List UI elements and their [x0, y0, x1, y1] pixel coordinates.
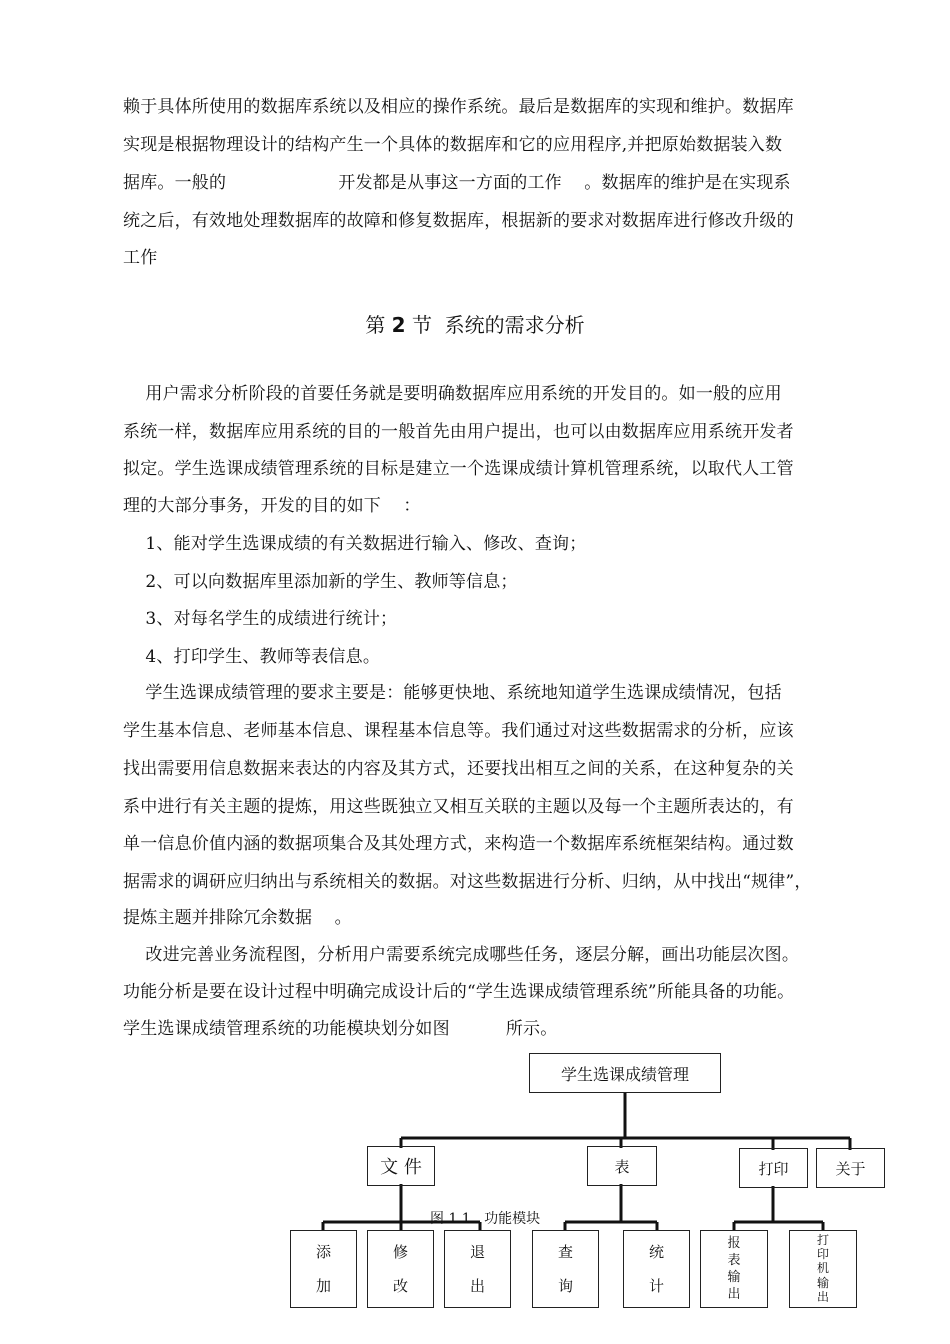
leaf-char: 报 — [727, 1235, 741, 1251]
paragraph-line: 统之后，有效地处理数据库的故障和修复数据库，根据新的要求对数据库进行修改升级的 — [123, 211, 794, 231]
paragraph-line: 学生选课成绩管理的要求主要是：能够更快地、系统地知道学生选课成绩情况，包括 — [123, 683, 782, 703]
paragraph-line: 提炼主题并排除冗余数据 。 — [123, 908, 352, 928]
list-item: 3、对每名学生的成绩进行统计； — [123, 609, 398, 629]
heading-prefix: 第 — [365, 313, 386, 337]
paragraph-line: 据需求的调研应归纳出与系统相关的数据。对这些数据进行分析、归纳，从中找出“规律”， — [123, 872, 812, 892]
paragraph-line: 改进完善业务流程图，分析用户需要系统完成哪些任务，逐层分解，画出功能层次图。 — [123, 945, 800, 965]
paragraph-line: 功能分析是要在设计过程中明确完成设计后的“学生选课成绩管理系统”所能具备的功能。 — [123, 982, 795, 1002]
leaf-char: 机 — [816, 1261, 829, 1276]
list-item: 2、可以向数据库里添加新的学生、教师等信息； — [123, 572, 518, 592]
paragraph-line: 理的大部分事务，开发的目的如下 ： — [123, 496, 421, 516]
leaf-char: 改 — [392, 1277, 408, 1295]
leaf-char: 出 — [816, 1290, 829, 1305]
leaf-char: 修 — [392, 1243, 408, 1261]
diagram-node-file: 文 件 — [367, 1146, 435, 1186]
leaf-char: 出 — [469, 1277, 485, 1295]
paragraph-line: 学生选课成绩管理系统的功能模块划分如图 所示。 — [123, 1019, 558, 1039]
paragraph-line: 据库。一般的 开发都是从事这一方面的工作 。数据库的维护是在实现系 — [123, 173, 791, 193]
leaf-char: 计 — [648, 1277, 664, 1295]
paragraph-line: 赖于具体所使用的数据库系统以及相应的操作系统。最后是数据库的实现和维护。数据库 — [123, 97, 794, 117]
diagram-leaf-add — [290, 1230, 357, 1308]
diagram-leaf-modify — [367, 1230, 434, 1308]
paragraph-line: 用户需求分析阶段的首要任务就是要明确数据库应用系统的开发目的。如一般的应用 — [123, 384, 782, 404]
diagram-node-print: 打印 — [739, 1148, 808, 1188]
leaf-char: 询 — [557, 1277, 573, 1295]
leaf-char: 查 — [557, 1243, 573, 1261]
leaf-char: 输 — [727, 1269, 741, 1285]
list-item: 4、打印学生、教师等表信息。 — [123, 647, 381, 667]
diagram-leaf-report-output — [700, 1230, 768, 1308]
diagram-root-node: 学生选课成绩管理 — [529, 1053, 721, 1093]
figure-caption: 图 1.1 功能模块 — [430, 1211, 541, 1227]
leaf-char: 加 — [315, 1277, 331, 1295]
paragraph-line: 实现是根据物理设计的结构产生一个具体的数据库和它的应用程序,并把原始数据装入数 — [123, 135, 783, 155]
paragraph-line: 单一信息价值内涵的数据项集合及其处理方式，来构造一个数据库系统框架结构。通过数 — [123, 834, 794, 854]
paragraph-line: 找出需要用信息数据来表达的内容及其方式，还要找出相互之间的关系，在这种复杂的关 — [123, 759, 794, 779]
leaf-char: 印 — [816, 1247, 829, 1262]
leaf-char: 输 — [816, 1275, 829, 1290]
section-number: 2 — [391, 313, 406, 337]
diagram-leaf-statistics — [623, 1230, 690, 1308]
leaf-char: 出 — [727, 1286, 741, 1302]
paragraph-line: 拟定。学生选课成绩管理系统的目标是建立一个选课成绩计算机管理系统，以取代人工管 — [123, 459, 794, 479]
leaf-char: 打 — [816, 1232, 829, 1247]
paragraph-line: 系中进行有关主题的提炼，用这些既独立又相互关联的主题以及每一个主题所表达的，有 — [123, 797, 794, 817]
leaf-char: 添 — [315, 1243, 331, 1261]
paragraph-line: 学生基本信息、老师基本信息、课程基本信息等。我们通过对这些数据需求的分析，应该 — [123, 721, 794, 741]
diagram-node-table: 表 — [587, 1146, 657, 1186]
diagram-leaf-exit — [444, 1230, 511, 1308]
diagram-leaf-printer-output — [789, 1230, 857, 1308]
paragraph-line: 系统一样，数据库应用系统的目的一般首先由用户提出，也可以由数据库应用系统开发者 — [123, 422, 794, 442]
list-item: 1、能对学生选课成绩的有关数据进行输入、修改、查询； — [123, 534, 587, 554]
heading-title: 节 系统的需求分析 — [411, 313, 585, 337]
leaf-char: 退 — [469, 1243, 485, 1261]
paragraph-line: 工作 — [123, 248, 158, 268]
leaf-char: 表 — [727, 1252, 741, 1268]
leaf-char: 统 — [648, 1243, 664, 1261]
diagram-node-about: 关于 — [816, 1148, 885, 1188]
diagram-leaf-query — [532, 1230, 599, 1308]
